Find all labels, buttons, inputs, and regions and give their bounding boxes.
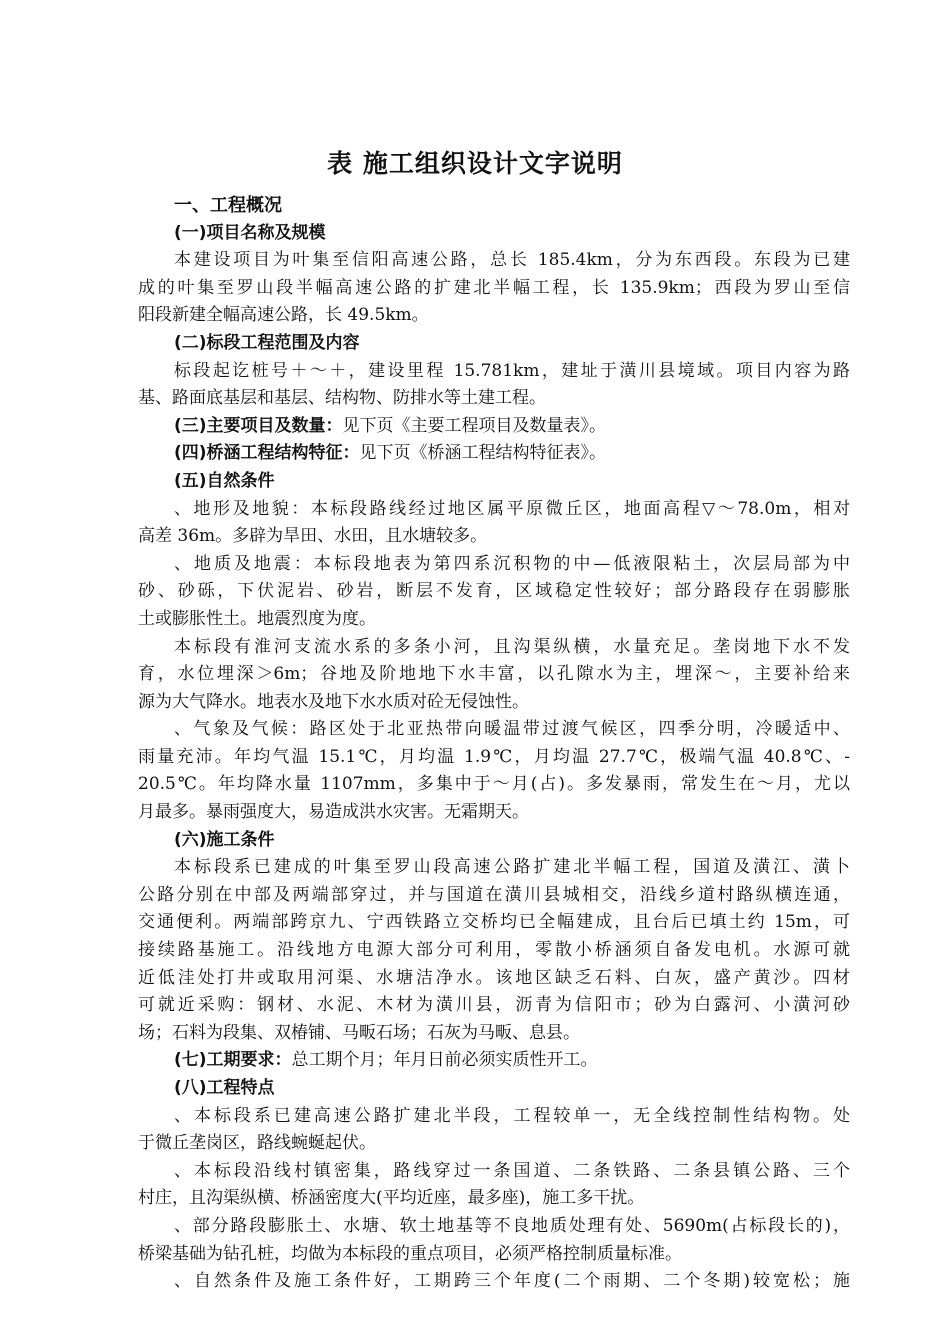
subsection-title: (六)施工条件: [174, 829, 275, 850]
paragraph-line: 源为大气降水。地表水及地下水水质对砼无侵蚀性。: [138, 691, 529, 712]
subsection-heading: [138, 330, 850, 358]
subsection-heading: [138, 468, 850, 496]
subsection-heading: [138, 413, 850, 441]
paragraph-line: 、部分路段膨胀土、水塘、软土地基等不良地质处理有处、5690m(占标段长的)，: [174, 1215, 850, 1236]
subsection-heading: [138, 1047, 850, 1075]
subsection-title: (三)主要项目及数量：: [174, 415, 343, 436]
paragraph-line: 砂、砂砾，下伏泥岩、砂岩，断层不发育，区域稳定性较好；部分路段存在弱膨胀: [138, 581, 850, 602]
paragraph-line: 高差 36m。多辟为旱田、水田，且水塘较多。: [138, 526, 488, 547]
paragraph-line: 于微丘垄岗区，路线蜿蜒起伏。: [138, 1133, 376, 1154]
paragraph-line: 可就近采购：钢材、水泥、木材为潢川县，沥青为信阳市；砂为白露河、小潢河砂: [138, 995, 850, 1016]
paragraph-line: 、本标段沿线村镇密集，路线穿过一条国道、二条铁路、二条县镇公路、三个: [174, 1160, 850, 1181]
paragraph-line: 阳段新建全幅高速公路，长 49.5km。: [138, 305, 429, 326]
paragraph-line: 成的叶集至罗山段半幅高速公路的扩建北半幅工程，长 135.9km；西段为罗山至信: [138, 277, 850, 298]
subsection-title: (五)自然条件: [174, 470, 275, 491]
subsection-title: (一)项目名称及规模: [174, 222, 326, 243]
document-body: [138, 192, 850, 1296]
subsection-text: 见下页《桥涵工程结构特征表》。: [359, 443, 607, 464]
subsection-title: (七)工期要求：: [174, 1050, 292, 1071]
paragraph-line: 20.5℃。年均降水量 1107mm，多集中于～月(占)。多发暴雨，常发生在～月，尤以: [138, 774, 850, 795]
paragraph-line: 近低洼处打井或取用河渠、水塘洁净水。该地区缺乏石料、白灰，盛产黄沙。四材: [138, 967, 850, 988]
subsection-title: (四)桥涵工程结构特征：: [174, 443, 360, 464]
paragraph-line: 场；石料为段集、双椿铺、马畈石场；石灰为马畈、息县。: [138, 1022, 580, 1043]
paragraph-line: 基、路面底基层和基层、结构物、防排水等土建工程。: [138, 388, 546, 409]
subsection-text: 见下页《主要工程项目及数量表》。: [342, 415, 607, 436]
paragraph-line: 土或膨胀性土。地震烈度为度。: [138, 608, 376, 629]
paragraph-line: 接续路基施工。沿线地方电源大部分可利用，零散小桥涵须自备发电机。水源可就: [138, 940, 850, 961]
paragraph-line: 标段起讫桩号＋～＋，建设里程 15.781km，建址于潢川县境域。项目内容为路: [174, 360, 850, 381]
subsection-heading: [138, 1075, 850, 1103]
paragraph-line: 、气象及气候：路区处于北亚热带向暖温带过渡气候区，四季分明，冷暖适中、: [174, 719, 850, 740]
paragraph-line: 雨量充沛。年均气温 15.1℃，月均温 1.9℃，月均温 27.7℃，极端气温 40.8℃、-: [138, 746, 850, 767]
paragraph-line: 本建设项目为叶集至信阳高速公路，总长 185.4km，分为东西段。东段为已建: [174, 250, 850, 271]
subsection-heading: [138, 220, 850, 248]
paragraph-line: 交通便利。两端部跨京九、宁西铁路立交桥均已全幅建成，且台后已填土约 15m，可: [138, 912, 850, 933]
subsection-title: (八)工程特点: [174, 1078, 275, 1098]
paragraph-line: 桥梁基础为钻孔桩，均做为本标段的重点项目，必须严格控制质量标准。: [138, 1243, 682, 1264]
paragraph-line: 、本标段系已建高速公路扩建北半段，工程较单一，无全线控制性结构物。处: [174, 1105, 850, 1126]
subsection-title: (二)标段工程范围及内容: [174, 332, 360, 353]
paragraph-line: 、地质及地震：本标段地表为第四系沉积物的中—低液限粘土，次层局部为中: [174, 553, 850, 574]
paragraph-line: 月最多。暴雨强度大，易造成洪水灾害。无霜期天。: [138, 802, 529, 823]
paragraph-line: 村庄，且沟渠纵横、桥涵密度大(平均近座，最多座)，施工多干扰。: [138, 1188, 645, 1209]
section-heading: 一、工程概况: [174, 195, 282, 216]
paragraph-line: 育，水位埋深＞6m；谷地及阶地地下水丰富，以孔隙水为主，埋深～，主要补给来: [138, 664, 850, 685]
paragraph-line: 本标段有淮河支流水系的多条小河，且沟渠纵横，水量充足。垄岗地下水不发: [174, 636, 850, 657]
subsection-heading: [138, 440, 850, 468]
paragraph-line: 、自然条件及施工条件好，工期跨三个年度(二个雨期、二个冬期)较宽松；施: [174, 1271, 850, 1292]
subsection-text: 总工期个月；年月日前必须实质性开工。: [291, 1050, 598, 1071]
paragraph-line: 公路分别在中部及两端部穿过，并与国道在潢川县城相交，沿线乡道村路纵横连通，: [138, 884, 850, 905]
paragraph-line: 、地形及地貌：本标段路线经过地区属平原微丘区，地面高程▽～78.0m，相对: [174, 498, 850, 519]
subsection-heading: [138, 827, 850, 855]
paragraph-line: 本标段系已建成的叶集至罗山段高速公路扩建北半幅工程，国道及潢江、潢卜: [174, 857, 850, 878]
document-title: 表 施工组织设计文字说明: [327, 149, 623, 178]
